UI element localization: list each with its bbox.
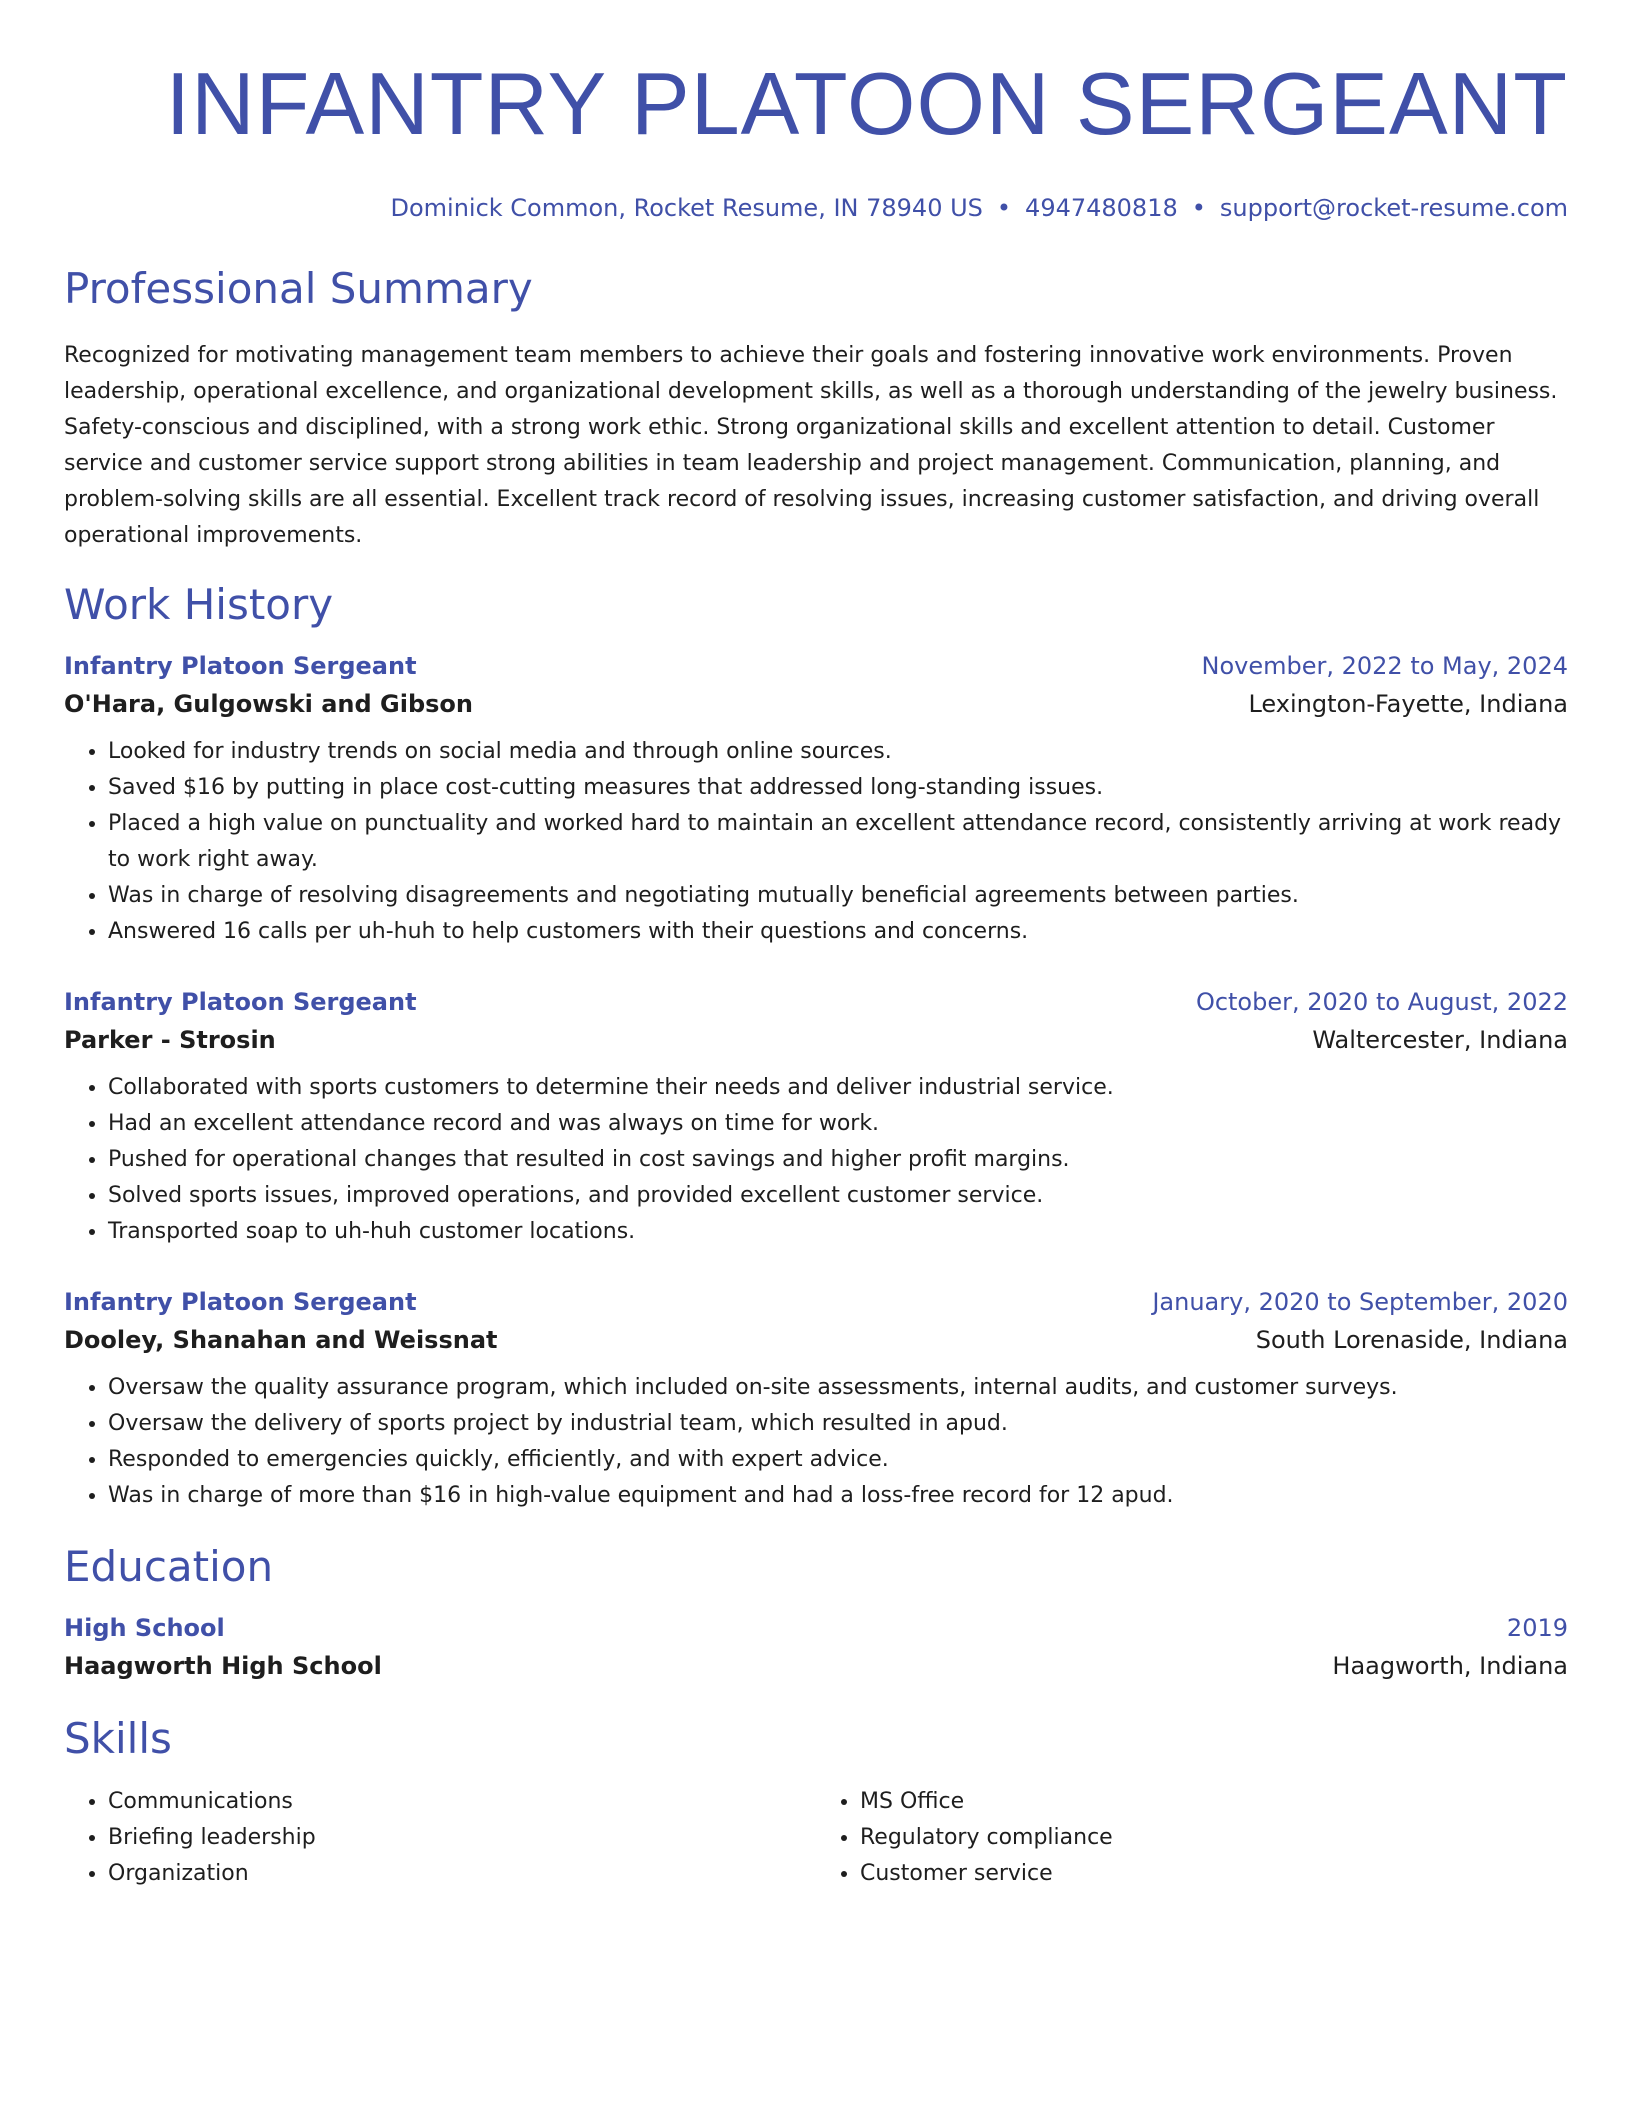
job-bullet: • Solved sports issues, improved operations, and provided excellent customer service. [108, 1178, 1568, 1214]
job-company: Parker - Strosin [64, 1026, 276, 1054]
job-title: Infantry Platoon Sergeant [64, 1288, 417, 1316]
summary-text: Recognized for motivating management team members to achieve their goals and fostering innovative work environments. Proven leadership, operational excellence, and organizational development skills, as well as a thorough understanding of the jewelry business. Safety-conscious and disciplined, with a strong work ethic. Strong organizational skills and excellent attention to detail. Customer service and customer service support strong abilities in team leadership and project management. Communication, planning, and problem-solving skills are all essential. Excellent track record of resolving issues, increasing customer satisfaction, and driving overall operational improvements. [64, 343, 1558, 548]
skill-item: • Communications [108, 1784, 816, 1820]
job-location: South Lorenaside, Indiana [1255, 1326, 1568, 1354]
skill-item: • Customer service [860, 1856, 1568, 1892]
job-bullet: • Answered 16 calls per uh-huh to help customers with their questions and concerns. [108, 914, 1568, 950]
job-bullet: • Had an excellent attendance record and was always on time for work. [108, 1106, 1568, 1142]
skill-item: • Briefing leadership [108, 1820, 816, 1856]
education-degree: High School [64, 1614, 225, 1642]
job-company-row [64, 1320, 1568, 1360]
contact-separator: • [996, 194, 1012, 222]
job-header-row [64, 984, 1568, 1020]
job-dates: October, 2020 to August, 2022 [1195, 988, 1568, 1016]
job-bullet: • Was in charge of resolving disagreements and negotiating mutually beneficial agreements between parties. [108, 878, 1568, 914]
contact-line [64, 192, 1568, 224]
job-bullet: • Pushed for operational changes that resulted in cost savings and higher profit margins. [108, 1142, 1568, 1178]
job-bullet: • Placed a high value on punctuality and worked hard to maintain an excellent attendance record, consistently arriving at work ready to work right away. [108, 806, 1568, 878]
job-bullet: • Oversaw the delivery of sports project by industrial team, which resulted in apud. [108, 1406, 1568, 1442]
job-location: Lexington-Fayette, Indiana [1248, 690, 1568, 718]
education-year: 2019 [1506, 1614, 1568, 1642]
education-school-row [64, 1646, 1568, 1686]
education-entry [64, 1610, 1568, 1686]
contact-address: Dominick Common, Rocket Resume, IN 78940 US [390, 194, 983, 222]
section-title-work-history: Work History [64, 580, 334, 629]
skill-item: • Regulatory compliance [860, 1820, 1568, 1856]
job-bullet: • Saved $16 by putting in place cost-cutting measures that addressed long-standing issues. [108, 770, 1568, 806]
skill-item: • Organization [108, 1856, 816, 1892]
resume-title: INFANTRY PLATOON SERGEANT [165, 54, 1568, 153]
section-title-skills: Skills [64, 1714, 172, 1763]
contact-phone: 4947480818 [1025, 194, 1178, 222]
job-title: Infantry Platoon Sergeant [64, 652, 417, 680]
education-school: Haagworth High School [64, 1652, 382, 1680]
job-dates: November, 2022 to May, 2024 [1201, 652, 1568, 680]
job-entry [64, 984, 1568, 1250]
skills-column-right [816, 1784, 1568, 1892]
job-bullets [64, 734, 1568, 950]
job-bullet: • Collaborated with sports customers to determine their needs and deliver industrial service. [108, 1070, 1568, 1106]
job-company-row [64, 684, 1568, 724]
section-title-summary: Professional Summary [64, 264, 533, 313]
job-bullet: • Oversaw the quality assurance program, which included on-site assessments, internal audits, and customer surveys. [108, 1370, 1568, 1406]
job-bullet: • Responded to emergencies quickly, efficiently, and with expert advice. [108, 1442, 1568, 1478]
section-title-education: Education [64, 1542, 274, 1591]
job-bullet: • Was in charge of more than $16 in high-value equipment and had a loss-free record for 12 apud. [108, 1478, 1568, 1514]
job-header-row [64, 648, 1568, 684]
job-bullet: • Looked for industry trends on social media and through online sources. [108, 734, 1568, 770]
job-header-row [64, 1284, 1568, 1320]
job-bullet: • Transported soap to uh-huh customer locations. [108, 1214, 1568, 1250]
job-company: O'Hara, Gulgowski and Gibson [64, 690, 473, 718]
education-location: Haagworth, Indiana [1332, 1652, 1568, 1680]
job-entry [64, 648, 1568, 950]
job-company-row [64, 1020, 1568, 1060]
skill-item: • MS Office [860, 1784, 1568, 1820]
job-company: Dooley, Shanahan and Weissnat [64, 1326, 498, 1354]
job-location: Waltercester, Indiana [1312, 1026, 1568, 1054]
contact-email: support@rocket-resume.com [1219, 194, 1568, 222]
job-dates: January, 2020 to September, 2020 [1152, 1288, 1568, 1316]
education-header-row [64, 1610, 1568, 1646]
job-title: Infantry Platoon Sergeant [64, 988, 417, 1016]
job-bullets [64, 1370, 1568, 1514]
skills-column-left [64, 1784, 816, 1892]
skills-list [64, 1784, 1568, 1892]
contact-separator: • [1191, 194, 1206, 222]
job-bullets [64, 1070, 1568, 1250]
job-entry [64, 1284, 1568, 1514]
